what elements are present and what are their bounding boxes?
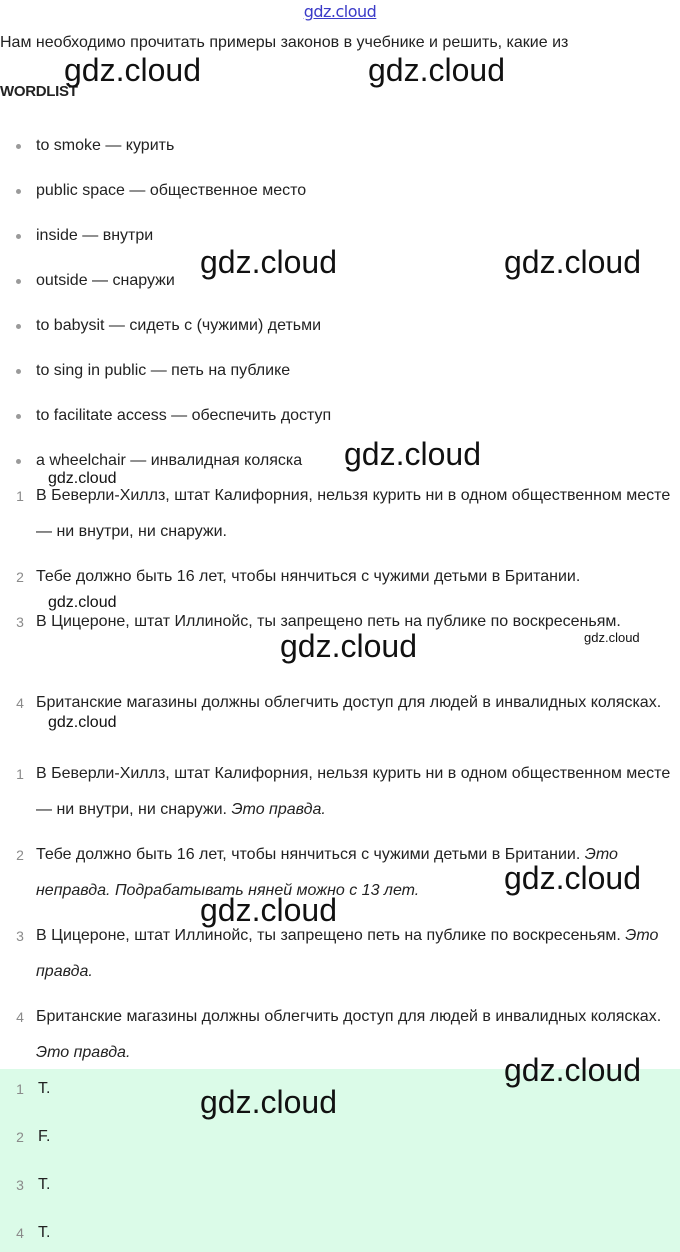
watermark: gdz.cloud bbox=[504, 1052, 641, 1088]
list-item: 2 Тебе должно быть 16 лет, чтобы нянчиться с чужими детьми в Британии. bbox=[16, 568, 581, 585]
wordlist-title: WORDLIST bbox=[0, 83, 78, 100]
explanation-list bbox=[0, 756, 680, 1080]
list-item: public space — общественное место bbox=[0, 178, 680, 223]
watermark: gdz.cloud bbox=[200, 1084, 337, 1120]
answer-item: 3 T. bbox=[16, 1176, 51, 1193]
watermark: gdz.cloud bbox=[200, 892, 337, 928]
watermark: gdz.cloud bbox=[584, 630, 640, 645]
bullet-icon bbox=[16, 324, 21, 329]
list-item: 3 В Цицероне, штат Иллинойс, ты запрещено петь на публике по воскресеньям. bbox=[16, 613, 621, 630]
watermark: gdz.cloud bbox=[504, 244, 641, 280]
wordlist bbox=[0, 133, 680, 493]
answer-item: 2 F. bbox=[16, 1128, 51, 1145]
task-intro: Нам необходимо прочитать примеры законов в учебнике и решить, какие из bbox=[0, 34, 569, 51]
list-item: 3 В Цицероне, штат Иллинойс, ты запрещено петь на публике по воскресеньям. Это правда. bbox=[16, 927, 659, 980]
bullet-icon bbox=[16, 459, 21, 464]
answers-panel bbox=[0, 1069, 680, 1252]
watermark: gdz.cloud bbox=[504, 860, 641, 896]
bullet-icon bbox=[16, 414, 21, 419]
list-item: 4 Британские магазины должны облегчить доступ для людей в инвалидных колясках. bbox=[16, 694, 662, 711]
bullet-icon bbox=[16, 144, 21, 149]
watermark: gdz.cloud bbox=[280, 628, 417, 664]
bullet-icon bbox=[16, 279, 21, 284]
answer-item: 1 T. bbox=[16, 1080, 51, 1097]
list-item: 1 В Беверли-Хиллз, штат Калифорния, нельзя курить ни в одном общественном месте — ни внутри, ни снаружи. bbox=[16, 487, 671, 540]
bullet-icon bbox=[16, 189, 21, 194]
site-link[interactable]: gdz.cloud bbox=[303, 2, 377, 21]
bullet-icon bbox=[16, 369, 21, 374]
list-item: 1 В Беверли-Хиллз, штат Калифорния, нельзя курить ни в одном общественном месте — ни внутри, ни снаружи. Это правда. bbox=[16, 765, 671, 818]
list-item: a wheelchair — инвалидная коляска bbox=[0, 448, 680, 493]
watermark: gdz.cloud bbox=[368, 52, 505, 88]
watermark: gdz.cloud bbox=[48, 714, 117, 731]
list-item: 4 Британские магазины должны облегчить доступ для людей в инвалидных колясках. Это правда. bbox=[16, 1008, 662, 1061]
watermark: gdz.cloud bbox=[48, 594, 117, 611]
list-item: to babysit — сидеть с (чужими) детьми bbox=[0, 313, 680, 358]
list-item: to smoke — курить bbox=[0, 133, 680, 178]
bullet-icon bbox=[16, 234, 21, 239]
watermark: gdz.cloud bbox=[344, 436, 481, 472]
list-item: outside — снаружи bbox=[0, 268, 680, 313]
list-item: inside — внутри bbox=[0, 223, 680, 268]
watermark: gdz.cloud bbox=[200, 244, 337, 280]
list-item: to facilitate access — обеспечить доступ bbox=[0, 403, 680, 448]
watermark: gdz.cloud bbox=[64, 52, 201, 88]
list-item: 2 Тебе должно быть 16 лет, чтобы нянчиться с чужими детьми в Британии. Это неправда. Подрабатывать няней можно с 13 лет. bbox=[16, 846, 618, 899]
answer-item: 4 T. bbox=[16, 1224, 51, 1241]
list-item: to sing in public — петь на публике bbox=[0, 358, 680, 403]
watermark: gdz.cloud bbox=[48, 470, 117, 487]
